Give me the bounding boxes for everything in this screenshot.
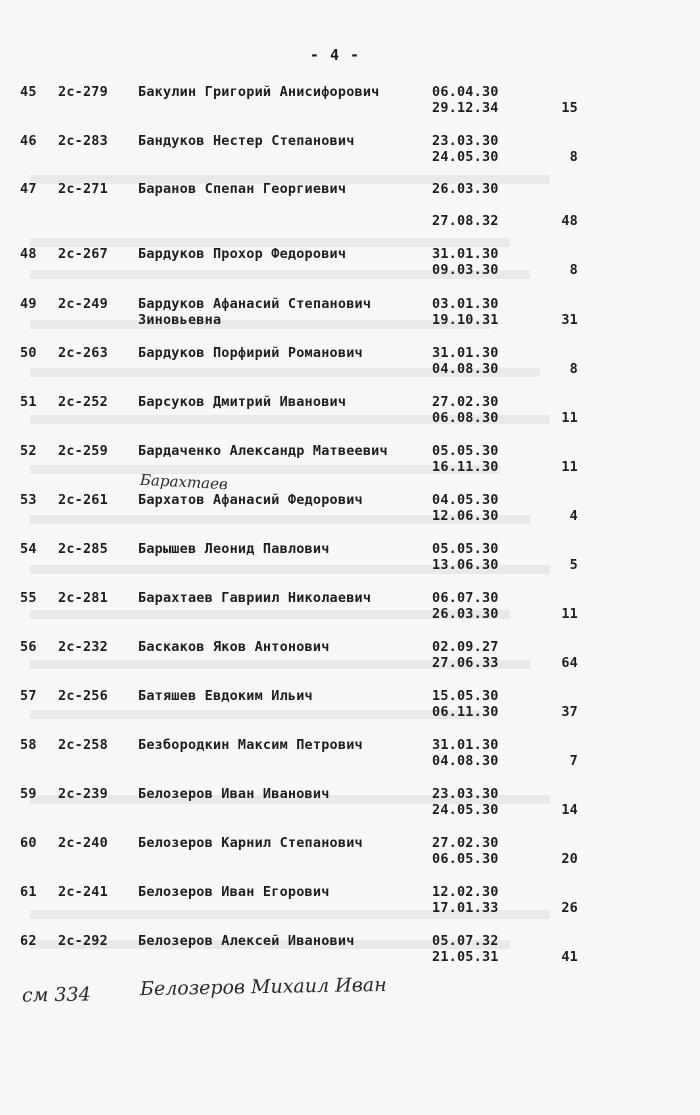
arrest-date: 27.02.30 <box>432 835 499 851</box>
arrest-date: 05.07.32 <box>432 933 499 949</box>
case-number: 2с-261 <box>58 492 108 508</box>
register-entry <box>0 246 700 294</box>
person-name: Бархатов Афанасий Федорович <box>138 492 363 508</box>
entry-number: 51 <box>20 394 37 410</box>
person-name: Бандуков Нестер Степанович <box>138 133 355 149</box>
register-entry <box>0 590 700 638</box>
sentence-date: 16.11.30 <box>432 459 499 475</box>
person-name: Батяшев Евдоким Ильич <box>138 688 313 704</box>
register-entry <box>0 492 700 540</box>
register-entry <box>0 133 700 181</box>
register-entry <box>0 84 700 132</box>
arrest-date: 31.01.30 <box>432 737 499 753</box>
register-entry <box>0 786 700 834</box>
entry-count: 20 <box>561 851 578 867</box>
case-number: 2с-258 <box>58 737 108 753</box>
sentence-date: 24.05.30 <box>432 802 499 818</box>
entry-count: 7 <box>569 753 578 769</box>
page-number: - 4 - <box>309 46 361 64</box>
case-number: 2с-279 <box>58 84 108 100</box>
person-name: Барахтаев Гавриил Николаевич <box>138 590 372 606</box>
person-name: Барышев Леонид Павлович <box>138 541 330 557</box>
sentence-date: 29.12.34 <box>432 100 499 116</box>
person-name-continued: Зиновьевна <box>138 312 222 328</box>
entry-count: 8 <box>569 149 578 165</box>
person-name: Бардуков Прохор Федорович <box>138 246 347 262</box>
register-entry <box>0 394 700 442</box>
entry-number: 50 <box>20 345 37 361</box>
entry-number: 49 <box>20 296 37 312</box>
arrest-date: 23.03.30 <box>432 133 499 149</box>
case-number: 2с-239 <box>58 786 108 802</box>
sentence-date: 13.06.30 <box>432 557 499 573</box>
entry-count: 37 <box>561 704 578 720</box>
arrest-date: 27.02.30 <box>432 394 499 410</box>
sentence-date: 04.08.30 <box>432 753 499 769</box>
entry-number: 61 <box>20 884 37 900</box>
sentence-date: 27.06.33 <box>432 655 499 671</box>
entry-number: 52 <box>20 443 37 459</box>
sentence-date: 19.10.31 <box>432 312 499 328</box>
person-name: Барсуков Дмитрий Иванович <box>138 394 347 410</box>
case-number: 2с-256 <box>58 688 108 704</box>
arrest-date: 06.07.30 <box>432 590 499 606</box>
entry-count: 8 <box>569 361 578 377</box>
case-number: 2с-292 <box>58 933 108 949</box>
register-entry <box>0 737 700 785</box>
sentence-date: 27.08.32 <box>432 213 499 229</box>
entry-number: 59 <box>20 786 37 802</box>
handwritten-reference: см 334 <box>21 983 91 1007</box>
entry-count: 5 <box>569 557 578 573</box>
register-entry <box>0 181 700 229</box>
entry-number: 47 <box>20 181 37 197</box>
arrest-date: 02.09.27 <box>432 639 499 655</box>
entry-number: 58 <box>20 737 37 753</box>
entry-count: 11 <box>561 410 578 426</box>
register-entry <box>0 345 700 393</box>
entry-count: 11 <box>561 606 578 622</box>
case-number: 2с-263 <box>58 345 108 361</box>
case-number: 2с-259 <box>58 443 108 459</box>
person-name: Белозеров Иван Егорович <box>138 884 330 900</box>
sentence-date: 06.11.30 <box>432 704 499 720</box>
person-name: Белозеров Алексей Иванович <box>138 933 355 949</box>
entry-number: 55 <box>20 590 37 606</box>
person-name: Баскаков Яков Антонович <box>138 639 330 655</box>
case-number: 2с-271 <box>58 181 108 197</box>
case-number: 2с-252 <box>58 394 108 410</box>
register-entry <box>0 688 700 736</box>
register-entry <box>0 639 700 687</box>
sentence-date: 24.05.30 <box>432 149 499 165</box>
person-name: Безбородкин Максим Петрович <box>138 737 363 753</box>
sentence-date: 09.03.30 <box>432 262 499 278</box>
handwritten-correction: Барахтаев <box>139 470 229 494</box>
arrest-date: 05.05.30 <box>432 541 499 557</box>
entry-number: 56 <box>20 639 37 655</box>
entry-number: 53 <box>20 492 37 508</box>
entry-number: 60 <box>20 835 37 851</box>
case-number: 2с-281 <box>58 590 108 606</box>
arrest-date: 15.05.30 <box>432 688 499 704</box>
register-entry <box>0 296 700 344</box>
person-name: Баранов Спепан Георгиевич <box>138 181 347 197</box>
sentence-date: 17.01.33 <box>432 900 499 916</box>
arrest-date: 03.01.30 <box>432 296 499 312</box>
case-number: 2с-232 <box>58 639 108 655</box>
entry-number: 54 <box>20 541 37 557</box>
arrest-date: 31.01.30 <box>432 246 499 262</box>
entry-count: 48 <box>561 213 578 229</box>
entry-count: 31 <box>561 312 578 328</box>
case-number: 2с-241 <box>58 884 108 900</box>
case-number: 2с-267 <box>58 246 108 262</box>
arrest-date: 05.05.30 <box>432 443 499 459</box>
sentence-date: 06.05.30 <box>432 851 499 867</box>
case-number: 2с-285 <box>58 541 108 557</box>
entry-number: 62 <box>20 933 37 949</box>
case-number: 2с-249 <box>58 296 108 312</box>
entry-number: 46 <box>20 133 37 149</box>
person-name: Бардуков Афанасий Степанович <box>138 296 372 312</box>
entry-count: 64 <box>561 655 578 671</box>
entry-number: 57 <box>20 688 37 704</box>
sentence-date: 12.06.30 <box>432 508 499 524</box>
arrest-date: 04.05.30 <box>432 492 499 508</box>
sentence-date: 06.08.30 <box>432 410 499 426</box>
arrest-date: 06.04.30 <box>432 84 499 100</box>
person-name: Бакулин Григорий Анисифорович <box>138 84 380 100</box>
entry-count: 41 <box>561 949 578 965</box>
sentence-date: 21.05.31 <box>432 949 499 965</box>
entry-count: 11 <box>561 459 578 475</box>
register-entry <box>0 884 700 932</box>
entry-count: 15 <box>561 100 578 116</box>
entry-count: 4 <box>569 508 578 524</box>
case-number: 2с-283 <box>58 133 108 149</box>
person-name: Белозеров Иван Иванович <box>138 786 330 802</box>
arrest-date: 31.01.30 <box>432 345 499 361</box>
person-name: Белозеров Карнил Степанович <box>138 835 363 851</box>
arrest-date: 23.03.30 <box>432 786 499 802</box>
entry-count: 14 <box>561 802 578 818</box>
register-entry <box>0 443 700 491</box>
case-number: 2с-240 <box>58 835 108 851</box>
entry-number: 48 <box>20 246 37 262</box>
handwritten-extra-name: Белозеров Михаил Иван <box>139 973 387 1001</box>
register-entry <box>0 541 700 589</box>
entry-number: 45 <box>20 84 37 100</box>
entry-count: 26 <box>561 900 578 916</box>
person-name: Бардаченко Александр Матвеевич <box>138 443 388 459</box>
arrest-date: 12.02.30 <box>432 884 499 900</box>
entry-count: 8 <box>569 262 578 278</box>
sentence-date: 26.03.30 <box>432 606 499 622</box>
person-name: Бардуков Порфирий Романович <box>138 345 363 361</box>
register-entry <box>0 835 700 883</box>
sentence-date: 04.08.30 <box>432 361 499 377</box>
arrest-date: 26.03.30 <box>432 181 499 197</box>
